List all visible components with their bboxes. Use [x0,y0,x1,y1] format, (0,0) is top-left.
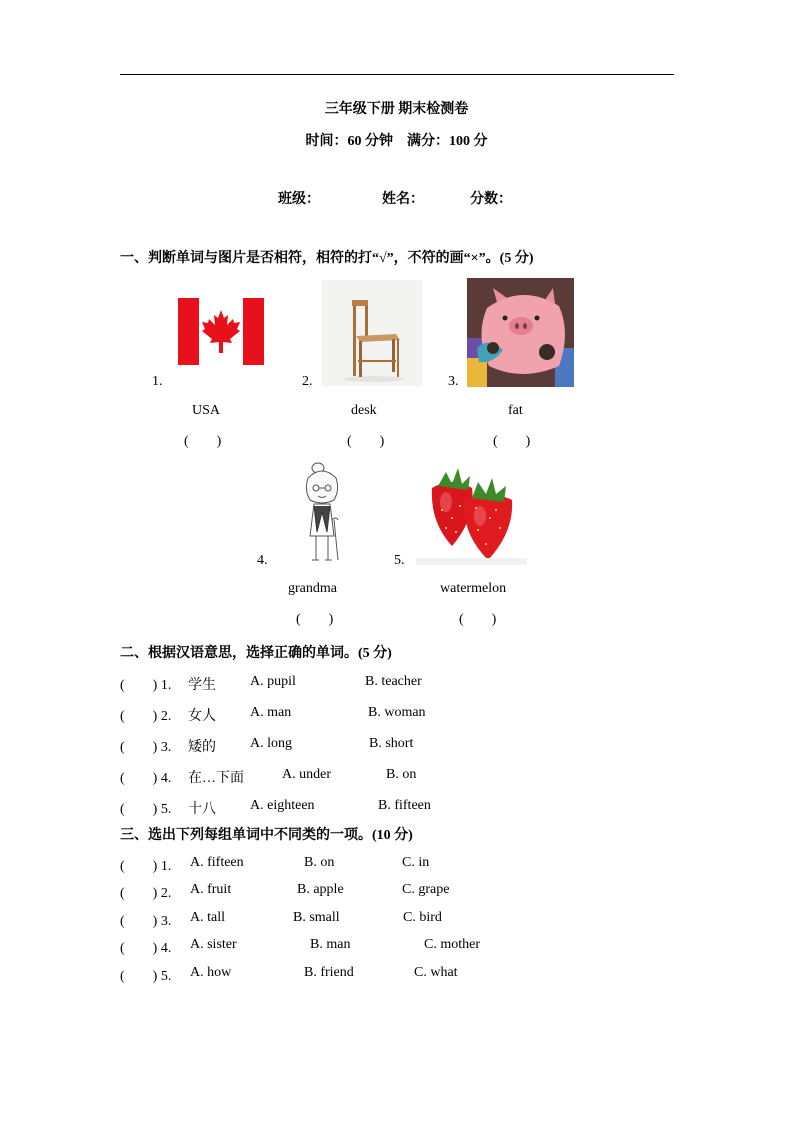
option-c: C. in [402,855,430,870]
item-word: desk [351,403,377,418]
item-word: USA [192,403,221,418]
option-b: B. on [386,767,417,782]
question-prefix[interactable]: ( ) 3. [120,914,172,929]
top-rule [120,74,674,75]
pig-image [467,278,574,387]
question-prefix[interactable]: ( ) 2. [120,886,172,901]
section3-heading: 三、选出下列每组单词中不同类的一项。(10 分) [120,828,413,843]
section2-heading: 二、根据汉语意思，选择正确的单词。(5 分) [120,646,392,661]
item-number: 1. [152,374,163,389]
question-chinese: 学生 [188,678,216,693]
answer-bracket[interactable]: ( ) [184,434,222,449]
option-b: B. apple [297,882,344,897]
name-label: 姓名： [382,192,424,207]
item-word: grandma [288,581,337,596]
option-c: C. what [414,965,458,980]
option-b: B. man [310,937,351,952]
chair-image [322,280,422,386]
option-a: A. eighteen [250,798,315,813]
option-a: A. long [250,736,292,751]
question-prefix[interactable]: ( ) 3. [120,740,172,755]
question-prefix[interactable]: ( ) 1. [120,859,172,874]
item-number: 5. [394,553,405,568]
item-number: 3. [448,374,459,389]
option-c: C. grape [402,882,450,897]
option-c: C. mother [424,937,480,952]
option-a: A. fifteen [190,855,244,870]
answer-bracket[interactable]: ( ) [296,612,334,627]
option-b: B. on [304,855,335,870]
item-number: 2. [302,374,313,389]
answer-bracket[interactable]: ( ) [459,612,497,627]
answer-bracket[interactable]: ( ) [347,434,385,449]
answer-bracket[interactable]: ( ) [493,434,531,449]
option-b: B. woman [368,705,426,720]
option-b: B. friend [304,965,354,980]
option-a: A. tall [190,910,225,925]
question-chinese: 女人 [188,709,216,724]
grandma-image [300,460,350,566]
option-c: C. bird [403,910,442,925]
option-a: A. pupil [250,674,296,689]
question-prefix[interactable]: ( ) 4. [120,771,172,786]
option-a: A. fruit [190,882,232,897]
option-b: B. short [369,736,414,751]
question-chinese: 矮的 [188,740,216,755]
strawberry-image [416,458,527,565]
question-prefix[interactable]: ( ) 1. [120,678,172,693]
option-a: A. how [190,965,232,980]
option-a: A. sister [190,937,237,952]
option-b: B. fifteen [378,798,431,813]
item-word: watermelon [440,581,507,596]
item-number: 4. [257,553,268,568]
option-a: A. man [250,705,292,720]
section1-heading: 一、判断单词与图片是否相符，相符的打“√”，不符的画“×”。(5 分) [120,251,534,266]
score-label: 分数： [470,192,512,207]
question-prefix[interactable]: ( ) 5. [120,969,172,984]
class-label: 班级： [278,192,320,207]
item-word: fat [508,403,523,418]
option-a: A. under [282,767,331,782]
question-prefix[interactable]: ( ) 5. [120,802,172,817]
question-prefix[interactable]: ( ) 4. [120,941,172,956]
exam-subtitle: 时间：60 分钟 满分：100 分 [305,134,488,149]
question-prefix[interactable]: ( ) 2. [120,709,172,724]
option-b: B. small [293,910,340,925]
option-b: B. teacher [365,674,422,689]
question-chinese: 十八 [188,802,216,817]
question-chinese: 在…下面 [188,771,244,786]
canada-flag-image [178,298,264,365]
exam-title: 三年级下册 期末检测卷 [324,102,469,117]
